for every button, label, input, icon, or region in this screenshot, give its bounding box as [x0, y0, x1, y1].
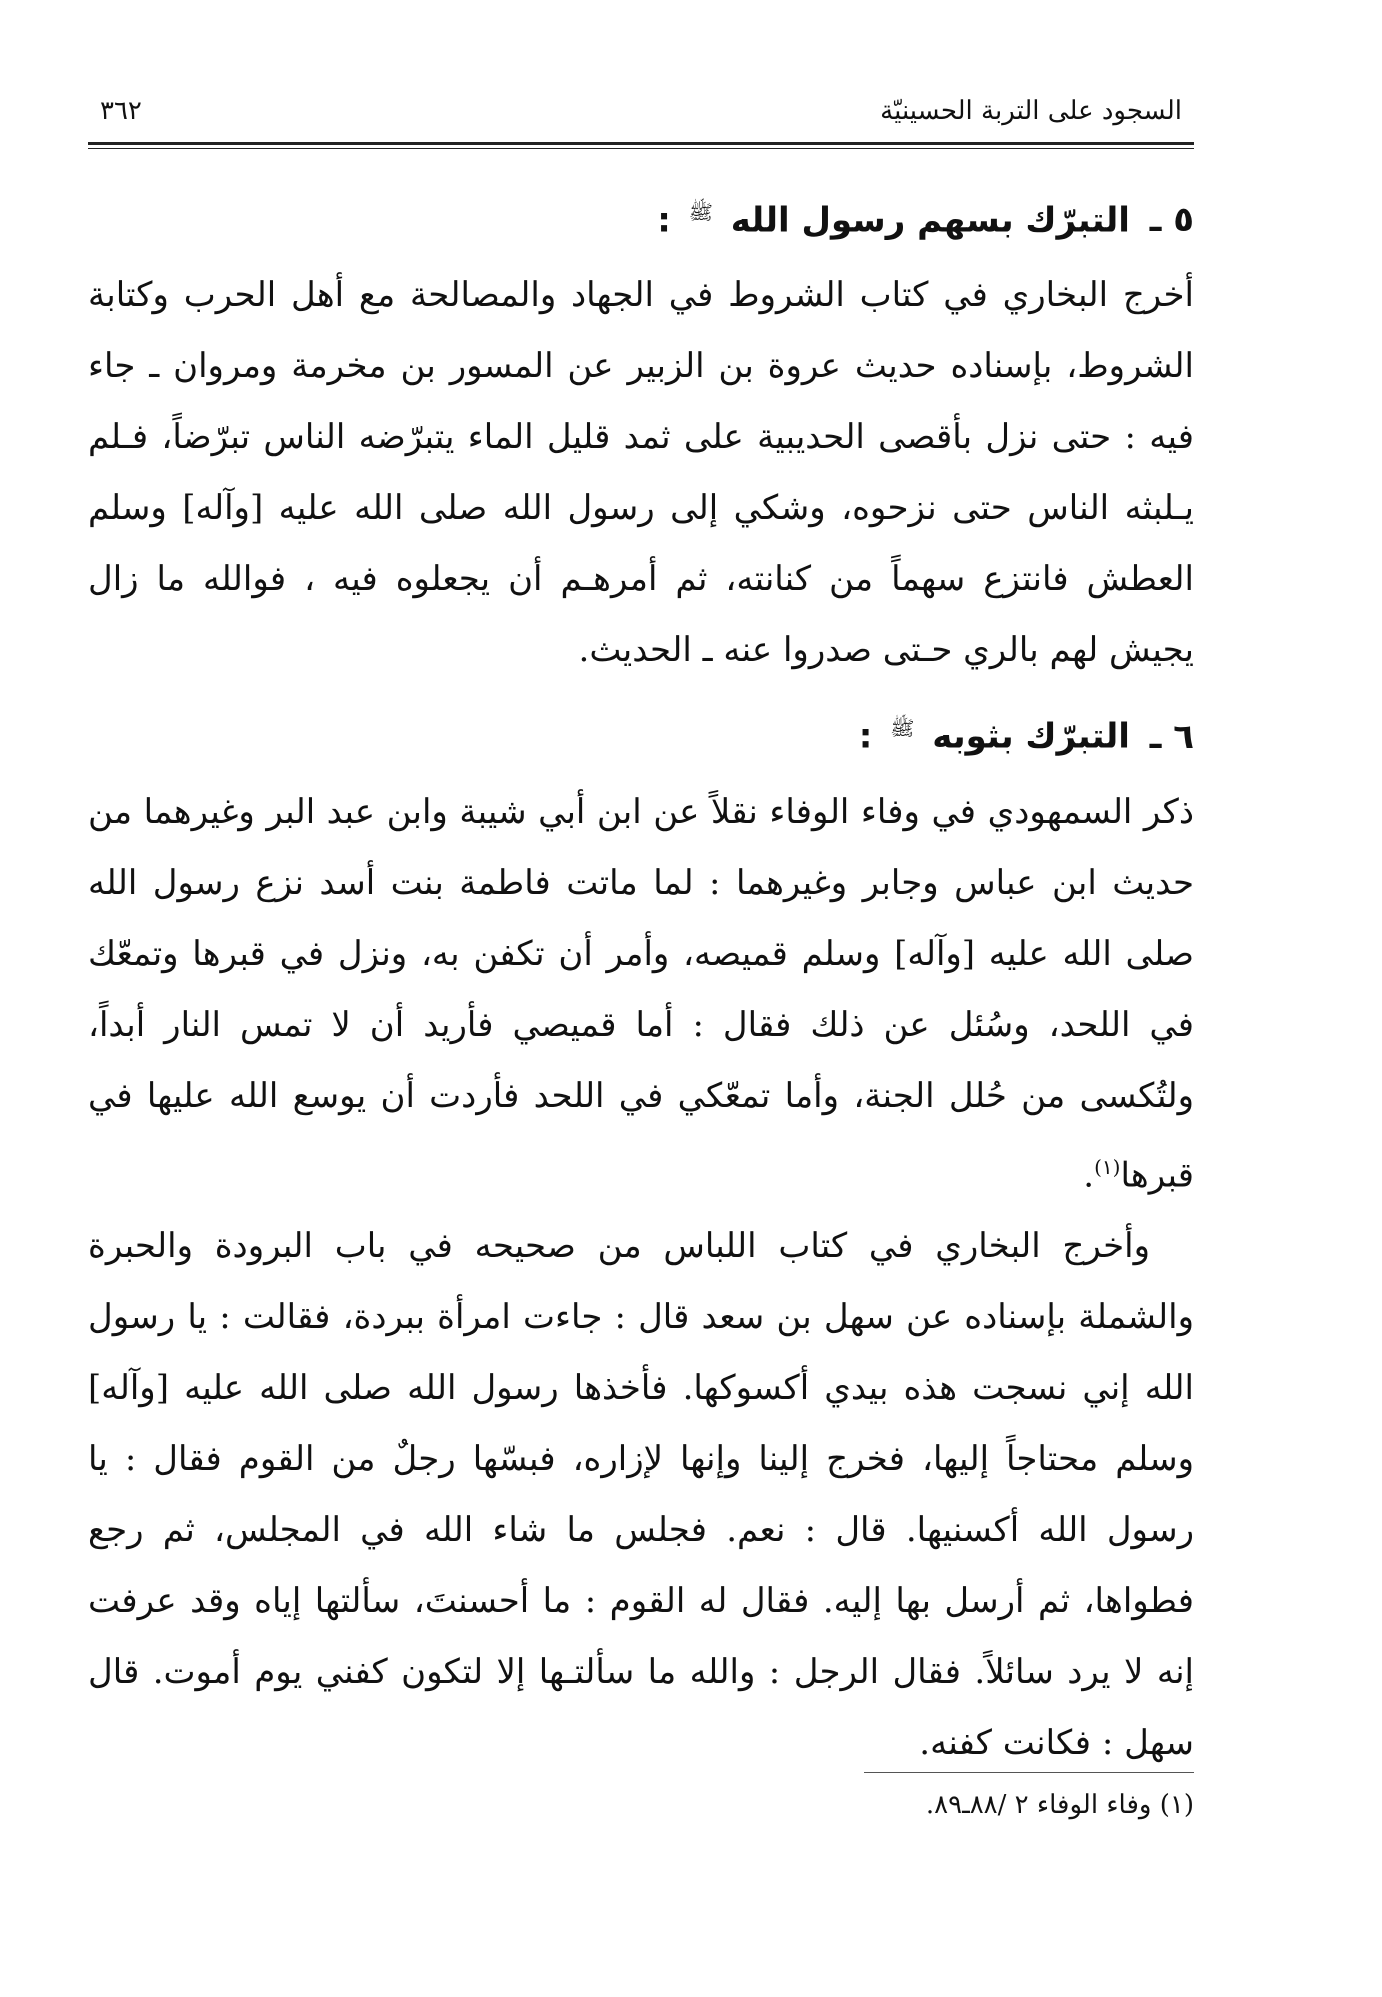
paragraph-end: . — [1083, 1154, 1095, 1195]
honorific-glyph: ﷺ — [890, 716, 915, 741]
paragraph — [88, 777, 1194, 1211]
section-heading-6 — [88, 698, 1194, 766]
footnote-rule — [864, 1772, 1194, 1773]
section-title: التبرّك بسهم رسول الله — [730, 200, 1130, 241]
section-number: ٥ ـ — [1149, 200, 1194, 241]
section-number: ٦ ـ — [1149, 716, 1194, 757]
page-content — [88, 170, 1194, 1779]
book-page — [88, 60, 1194, 1940]
heading-colon: : — [657, 200, 671, 241]
footnote: (١) وفاء الوفاء ٢ /٨٨ـ٨٩. — [925, 1790, 1194, 1820]
section-title: التبرّك بثوبه — [932, 716, 1130, 757]
paragraph: أخرج البخاري في كتاب الشروط في الجهاد والمصالحة مع أهل الحرب وكتابة الشروط، بإسناده حديث عروة بن الزبير عن المسور بن مخرمة ومروان ـ جاء فيه : حتى نزل بأقصى الحديبية على ثمد قليل الماء يتبرّضه الناس تبرّضاً، فـلم يـلبثه الناس حتى نزحوه، وشكي إلى رسول الله صلى الله عليه [وآله] وسلم العطش فانتزع سهماً من كنانته، ثم أمرهـم أن يجعلوه فيه ، فوالله ما زال يجيش لهم بالري حـتى صدروا عنه ـ الحديث. — [88, 275, 1194, 671]
paragraph: وأخرج البخاري في كتاب اللباس من صحيحه في باب البرودة والحبرة والشملة بإسناده عن سهل بن سعد قال : جاءت امرأة ببردة، فقالت : يا رسول الله إني نسجت هذه بيدي أكسوكها. فأخذها رسول الله صلى الله عليه [وآله] وسلم محتاجاً إليها، فخرج إلينا وإنها لإزاره، فبسّها رجلٌ من القوم فقال : يا رسول الله أكسنيها. قال : نعم. فجلس ما شاء الله في المجلس، ثم رجع فطواها، ثم أرسل بها إليه. فقال له القوم : ما أحسنتَ، سألتها إياه وقد عرفت إنه لا يرد سائلاً. فقال الرجل : والله ما سألتـها إلا لتكون كفني يوم أموت. قال سهل : فكانت كفنه. — [88, 1225, 1194, 1763]
footnote-marker: (١) — [1094, 1154, 1121, 1179]
honorific-glyph: ﷺ — [688, 200, 713, 224]
header-rule — [88, 142, 1194, 149]
heading-colon: : — [858, 716, 873, 757]
running-title: السجود على التربة الحسينيّة — [880, 96, 1182, 126]
paragraph-text: ذكر السمهودي في وفاء الوفاء نقلاً عن ابن أبي شيبة وابن عبد البر وغيرهما من حديث ابن عباس وجابر وغيرهما : لما ماتت فاطمة بنت أسد نزع رسول الله صلى الله عليه [وآله] وسلم قميصه، وأمر أن تكفن به، ونزل في قبرها وتمعّك في اللحد، وسُئل عن ذلك فقال : أما قميصي فأريد أن لا تمس النار أبداً، ولتُكسى من حُلل الجنة، وأما تمعّكي في اللحد فأردت أن يوسع الله عليها في قبرها — [88, 791, 1194, 1195]
running-header — [88, 96, 1194, 136]
page-number: ٣٦٢ — [100, 96, 142, 126]
section-heading-5 — [88, 182, 1194, 250]
